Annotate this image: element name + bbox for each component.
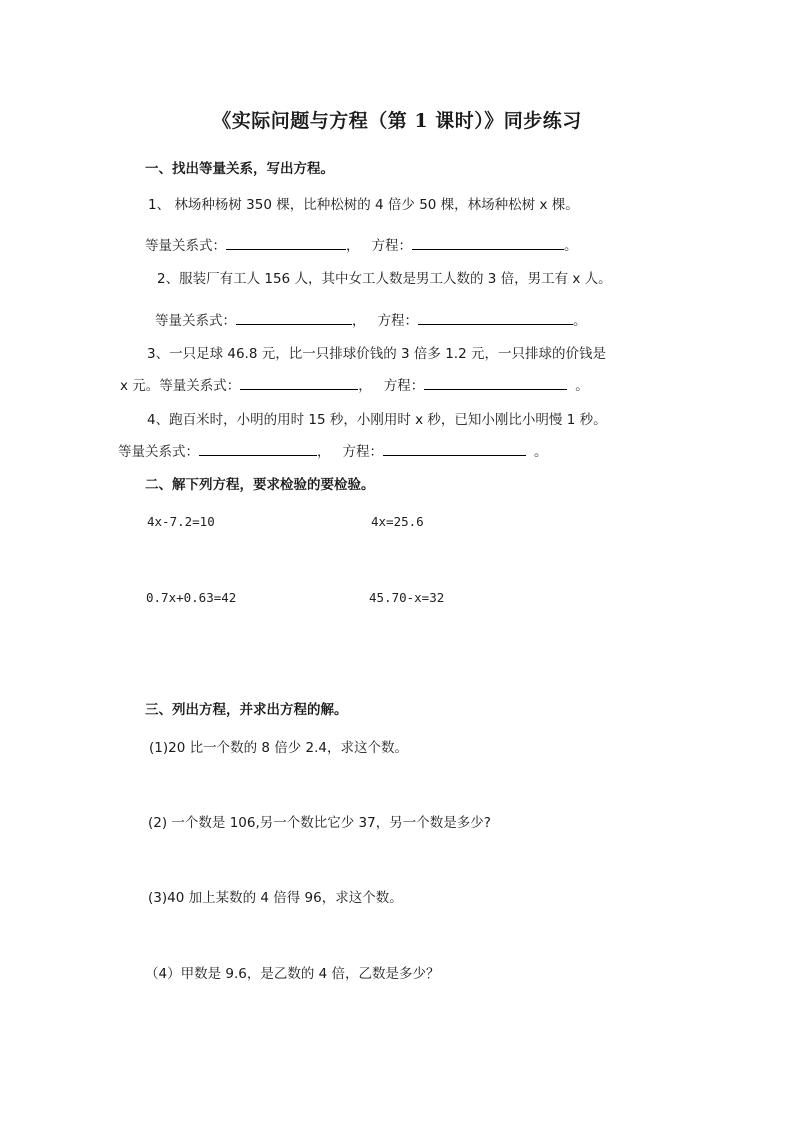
question-2: 2、服装厂有工人 156 人，其中女工人数是男工人数的 3 倍，男工有 x 人。 [157,271,612,287]
equation-3: 0.7x+0.63=42 [146,590,237,605]
question-4: 4、跑百米时，小明的用时 15 秒，小刚用时 x 秒，已知小刚比小明慢 1 秒。 [147,412,607,428]
end-mark: 。 [575,378,589,394]
end-mark: 。 [573,313,587,329]
end-mark: 。 [564,238,578,254]
question-3-answer-line [120,376,589,394]
question-3-tail: x 元。 [120,378,160,394]
equation-2: 4x=25.6 [371,514,424,529]
problem-1: (1)20 比一个数的 8 倍少 2.4，求这个数。 [149,740,409,756]
equation-4: 45.70-x=32 [369,590,445,605]
separator: ， [317,444,331,460]
section1-heading: 一、找出等量关系，写出方程。 [145,161,334,177]
question-3: 3、一只足球 46.8 元，比一只排球价钱的 3 倍多 1.2 元，一只排球的价钱是 [147,346,606,362]
relation-blank[interactable] [199,442,317,456]
equation-label: 方程： [377,313,418,329]
problem-2: (2) 一个数是 106,另一个数比它少 37，另一个数是多少? [148,815,491,831]
relation-label: 等量关系式： [145,238,226,254]
equation-blank[interactable] [412,236,564,250]
question-1: 1、 林场种杨树 350 棵，比种松树的 4 倍少 50 棵，林场种松树 x 棵。 [148,197,579,213]
relation-label: 等量关系式： [118,444,199,460]
separator: ， [346,238,360,254]
equation-blank[interactable] [424,376,567,390]
question-2-answer-line [155,311,587,329]
equation-blank[interactable] [383,442,526,456]
equation-label: 方程： [383,378,425,394]
separator: ， [352,313,366,329]
section2-heading: 二、解下列方程，要求检验的要检验。 [145,477,375,493]
equation-1: 4x-7.2=10 [147,514,215,529]
problem-3: (3)40 加上某数的 4 倍得 96，求这个数。 [148,890,403,906]
equation-label: 方程： [371,238,412,254]
equation-blank[interactable] [418,311,573,325]
equation-label: 方程： [342,444,383,460]
relation-label: 等量关系式： [155,313,236,329]
end-mark: 。 [534,444,548,460]
separator: ， [358,378,372,394]
question-4-answer-line [118,442,548,460]
relation-blank[interactable] [236,311,352,325]
relation-label: 等量关系式： [159,378,241,394]
question-1-answer-line [145,236,578,254]
problem-4: （4）甲数是 9.6，是乙数的 4 倍，乙数是多少？ [145,966,440,982]
section3-heading: 三、列出方程，并求出方程的解。 [145,702,348,718]
worksheet-title: 《实际问题与方程（第 1 课时）》同步练习 [212,110,582,132]
relation-blank[interactable] [226,236,346,250]
relation-blank[interactable] [240,376,358,390]
